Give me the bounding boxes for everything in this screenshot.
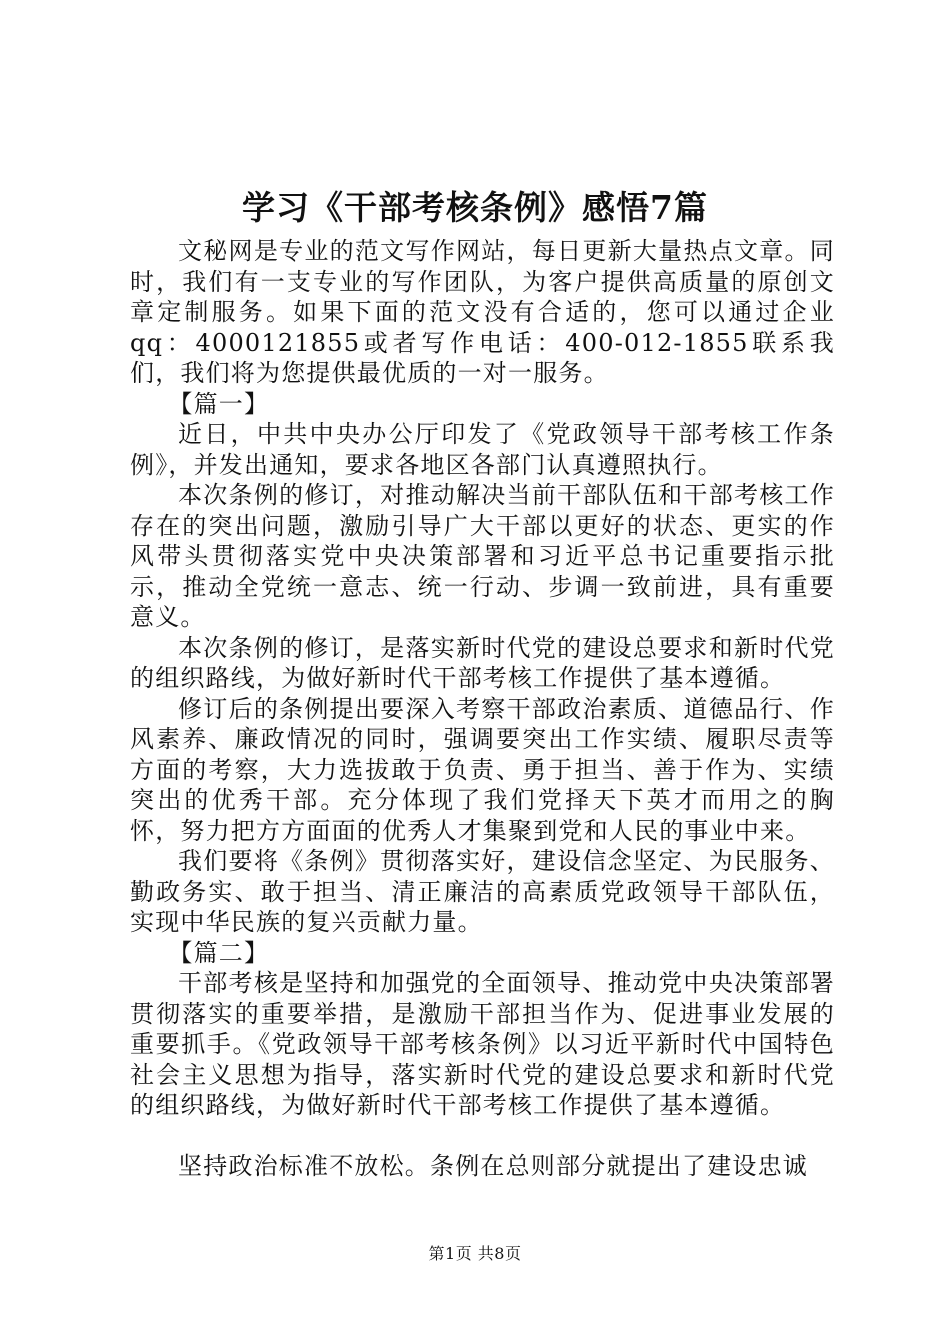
paragraph: 本次条例的修订，对推动解决当前干部队伍和干部考核工作存在的突出问题，激励引导广大干部以更好的状态、更实的作风带头贯彻落实党中央决策部署和习近平总书记重要指示批示，推动全党统一意志、统一行动、步调一致前进，具有重要意义。 bbox=[130, 481, 835, 631]
section-heading-2: 【篇二】 bbox=[168, 938, 270, 967]
section-heading-1: 【篇一】 bbox=[168, 389, 270, 418]
document-body bbox=[130, 236, 835, 1181]
paragraph-spacer bbox=[130, 1121, 835, 1151]
paragraph: 干部考核是坚持和加强党的全面领导、推动党中央决策部署贯彻落实的重要举措，是激励干部担当作为、促进事业发展的重要抓手。《党政领导干部考核条例》以习近平新时代中国特色社会主义思想为指导，落实新时代党的建设总要求和新时代党的组织路线，为做好新时代干部考核工作提供了基本遵循。 bbox=[130, 969, 835, 1119]
paragraph: 本次条例的修订，是落实新时代党的建设总要求和新时代党的组织路线，为做好新时代干部考核工作提供了基本遵循。 bbox=[130, 633, 835, 692]
paragraph: 近日，中共中央办公厅印发了《党政领导干部考核工作条例》，并发出通知，要求各地区各部门认真遵照执行。 bbox=[130, 420, 835, 479]
page-title: 学习《干部考核条例》感悟7篇 bbox=[242, 188, 708, 227]
paragraph: 我们要将《条例》贯彻落实好，建设信念坚定、为民服务、勤政务实、敢于担当、清正廉洁的高素质党政领导干部队伍，实现中华民族的复兴贡献力量。 bbox=[130, 847, 835, 936]
page-number-footer: 第1页 共8页 bbox=[428, 1244, 522, 1263]
intro-paragraph: 文秘网是专业的范文写作网站，每日更新大量热点文章。同时，我们有一支专业的写作团队，为客户提供高质量的原创文章定制服务。如果下面的范文没有合适的，您可以通过企业qq：4000121855或者写作电话：400-012-1855联系我们，我们将为您提供最优质的一对一服务。 bbox=[130, 237, 835, 387]
paragraph: 坚持政治标准不放松。条例在总则部分就提出了建设忠诚 bbox=[178, 1151, 808, 1180]
paragraph: 修订后的条例提出要深入考察干部政治素质、道德品行、作风素养、廉政情况的同时，强调要突出工作实绩、履职尽责等方面的考察，大力选拔敢于负责、勇于担当、善于作为、实绩突出的优秀干部。充分体现了我们党择天下英才而用之的胸怀，努力把方方面面的优秀人才集聚到党和人民的事业中来。 bbox=[130, 694, 835, 845]
